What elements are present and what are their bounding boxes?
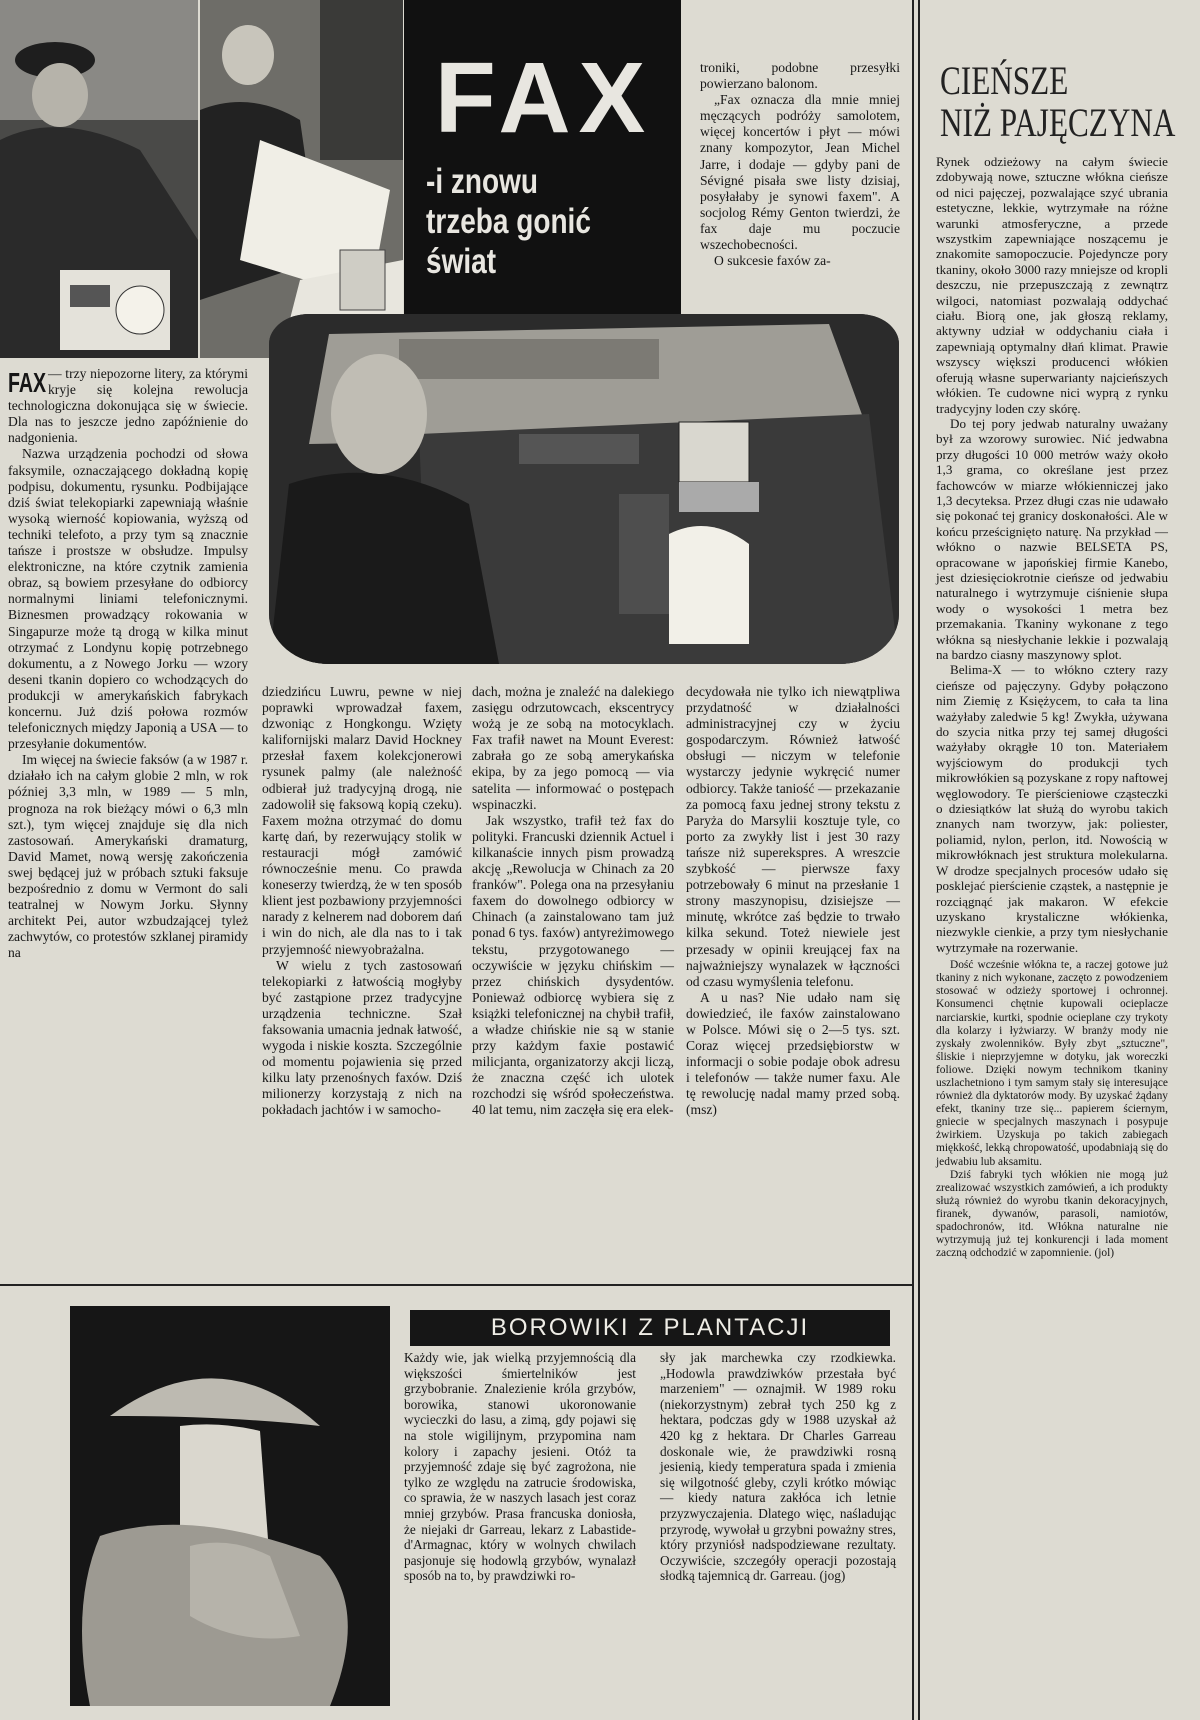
photo-man-fax — [0, 0, 198, 358]
fax-col1-p1: — trzy niepozorne litery, za którymi kryje się kolejna rewolucja technologiczna dokonująca się w świecie. Dla nas to jeszcze jedno zapóźnienie do nadgonienia. — [8, 366, 248, 446]
borowiki-column-2 — [660, 1350, 896, 1584]
fax-lead-word: FAX — [8, 367, 47, 398]
fax-column-4-bottom — [686, 684, 900, 1119]
fax-col3-p2: Jak wszystko, trafił też fax do polityki. Francuski dziennik Actuel i kilkanaście innych pism prowadzą akcję „Rewolucja w Chinach za 20 franków". Polega ona na przesyłaniu faxem do dowolnego odbiorcy w Chinach (a zainstalowano tam już ponad 6 tys. faxów) antyreżimowego tekstu, przygotowanego — oczywiście w języku chińskim — przez chińskich dysydentów. Ponieważ odbiorcę wybiera się z książki telefonicznej na chybił trafił, a władze chińskie nie są w stanie przy każdym faxie postawić milicjanta, organizatorzy akcji liczą, że znaczna część ich ulotek rozchodzi się wśród społeczeństwa. 40 lat temu, nim zaczęła się era elek- — [472, 812, 674, 1118]
fax-col4-p5: A u nas? Nie udało nam się dowiedzieć, ile faxów zainstalowano w Polsce. Mówi się o 2—5 tys. szt. Coraz więcej przedsiębiorstw w informacji o sobie podaje obok adresu i telefonów — także numer faxu. Ale tę rewolucję nadal mamy przed sobą. (msz) — [686, 989, 900, 1118]
fax-column-1 — [8, 366, 248, 961]
cienkie-headline-line2: NIŻ PAJĘCZYNA — [940, 100, 1176, 145]
fax-column-4-top — [700, 60, 900, 269]
cienkie-p3: Belima-X — to włókno cztery razy cieńsze od pajęczyny. Gdyby połączono nim Ziemię z Księżycem, to cała ta lina ważyłaby zaledwie 5 kg! Zwykła, używana do szycia nitka przy tej samej długości ważyłaby okrągłe 10 ton. Materiałem wyjściowym do produkcji tych mikrowłókien są pozyskane z ropy naftowej węglowodory. Te pierścieniowe cząsteczki o dziesiątków lat służą do wyrobu takich znanych nam tworzyw, jak: poliester, poliamid, nylon, perlon, itd. Nowością w mikrowłóknach jest struktura molekularna. W drodze specjalnych procesów udało się posklejać pierścienie cząstek, a następnie je rozciągnąć jak makaron. W efekcie uzyskano krystaliczne włókienka, niezwykle cienkie, a przy tym niesłychanie wytrzymałe na rozerwanie. — [936, 662, 1168, 955]
fax-headline-box — [404, 0, 681, 320]
section-divider — [0, 1284, 912, 1286]
cienkie-p2: Do tej pory jedwab naturalny uważany był za wzorowy surowiec. Nić jedwabna przy długości 10 000 metrów waży około 1,3 grama, co określane jest przez fachowców w miarze włókienniczej jako 1,3 decyteksa. Przez długi czas nie udawało się pokonać tej granicy doskonałości. Ale w końcu prześcignięto naturę. Na przykład — włókno o nazwie BELSETA PS, opracowane w japońskiej firmie Kanebo, jest dziesięciokrotnie cieńsze od jedwabiu naturalnego i wytrzymuje ciśnienie słupa wody o wysokości 1 metra bez przemakania. Tkaniny wykonane z tego włókna są niesłychanie lekkie i pozwalają na bardzo ciasny maszynowy splot. — [936, 415, 1168, 662]
photo-man-car-fax — [269, 314, 899, 664]
borowiki-p2: sły jak marchewka czy rzodkiewka. „Hodowla prawdziwków przestała być marzeniem" — oznajmił. W 1989 roku (niekorzystnym) zebrał tych 250 kg z hektara, podczas gdy w 1988 uzyskał aż 420 kg z hektara. Dr Charles Garreau doskonale wie, że prawdziwki rosną jesienią, kiedy temperatura spada i zmienia się wilgotność gleby, czyli krótko mówiąc — kiedy natura zakłóca ich letnie przyzwyczajenia. Dlatego więc, naśladując przyrodę, wywołał u grzybni poważny stres, który przyniósł nadspodziewane rezultaty. Oczywiście, szczegóły operacji pozostają słodką tajemnicą dr. Garreau. (jog) — [660, 1350, 896, 1584]
cienkie-column — [936, 154, 1168, 1260]
fax-col3-p1: dach, można je znaleźć na dalekiego zasięgu odrzutowcach, ekscentrycy wożą je ze sobą na motocyklach. Fax trafił nawet na Mount Everest: zabrała go ze sobą amerykańska ekipa, by za jego pomocą — via satelita — informować o postępach wspinaczki. — [472, 684, 674, 812]
borowiki-p1: Każdy wie, jak wielką przyjemnością dla większości śmiertelników jest grzybobranie. Znalezienie króla grzybów, borowika, stanowi ukoronowanie wycieczki do lasu, a zimą, gdy pojawi się na stole wigilijnym, przypomina nam kolory i zapachy jesieni. Otóż ta przyjemność zdaje się być zagrożona, nie tylko ze względu na zatrucie środowiska, co sprawia, że w naszych lasach jest coraz mniej grzybów. Prasa francuska doniosła, że niejaki dr Garreau, lekarz z Labastide-d'Armagnac, który w wolnych chwilach pasjonuje się hodowlą grzybów, wynalazł sposób na to, by prawdziwki ro- — [404, 1350, 636, 1584]
fax-col2-p1: dziedzińcu Luwru, pewne w niej poprawki wprowadzał faxem, dzwoniąc z Hongkongu. Wzięty kalifornijski malarz David Hockney przesłał faxem kolekcjonerowi rysunek palmy (ale należność odbierał już tradycyjną drogą, nie zadowolił się faksową kopią czeku). Faxem można otrzymać do domu kartę dań, by rezerwujący stolik w restauracji mógł zamówić równocześnie menu. Co prawda koneserzy twierdzą, że w ten sposób klient jest pozbawiony przyjemności narady z kelnerem nad doborem dań i win do nich, ale dla nas to i tak przyjemność niewyobrażalna. — [262, 684, 462, 957]
fax-col4-p3: O sukcesie faxów za- — [714, 253, 831, 269]
fax-headline: FAX — [434, 42, 654, 154]
cienkie-headline — [940, 58, 1176, 145]
fax-col4-p1: troniki, podobne przesyłki powierzano balonom. — [700, 60, 900, 92]
cienkie-p1: Rynek odzieżowy na całym świecie zdobywają nowe, sztuczne włókna cieńsze od nici pajęczej, pozwalające szyć ubrania estetyczne, lekkie, wytrzymałe na różne warunki atmosferyczne, a przede wszystkim zapewniające noszącemu je znakomite samopoczucie. Pojedyncze pory tkaniny, około 3000 razy mniejsze od kropli deszczu, nie przepuszczają z zewnątrz wilgoci, natomiast pozwalają oddychać ciału. Biorą one, jak głoszą reklamy, aktywny udział w oddychaniu ciała i zapewniają optymalny dłań klimat. Prawie wszyscy większi producenci włókien oferują własne superwarianty najcieńszych włókien. Te cudowne nici wyprą z rynku tradycyjny loden czy skórę. — [936, 154, 1168, 416]
fax-col2-p2: W wielu z tych zastosowań telekopiarki z łatwością mogłyby być zastąpione przez tradycyjne urządzenia techniczne. Szał faksowania umacnia jednak łatwość, wygoda i niskie koszta. Szczególnie od momentu pojawienia się przed kilku laty przenośnych faxów. Dziś milionerzy korzystają z nich na pokładach jachtów i w samocho- — [262, 957, 462, 1118]
fax-column-3 — [472, 684, 674, 1119]
fax-col1-p3: Im więcej na świecie faksów (a w 1987 r. działało ich na całym globie 2 mln, w rok później 3,3 mln, w 1989 — 5 mln, prognoza na rok bieżący mówi o 6,3 mln szt.), tym więcej znajduje się dla nich zastosowań. Amerykański dramaturg, David Mamet, nową wersję zakończenia swej będącej już w próbach sztuki faksuje bezpośrednio z domu w Vermont do sali teatralnej w Nowym Jorku. Słynny architekt Pei, autor wzbudzającej tyleż zachwytów, co protestów szklanej piramidy na — [8, 752, 248, 961]
fax-col1-p2: Nazwa urządzenia pochodzi od słowa faksymile, oznaczającego dokładną kopię podpisu, dokumentu, rysunku. Podbijające dziś świat telekopiarki zapewniają właśnie wysoką wierność kopiowania, wyższą od techniki telefoto, a przy tym są znacznie tańsze i prostsze w obsłudze. Impulsy elektroniczne, na które czytnik zamienia obraz, są bowiem przesyłane do odbiorcy normalnymi liniami telefonicznymi. Biznesmen prowadzący rokowania w Singapurze może tą drogą w kilka minut otrzymać z Londynu kopię potrzebnego dokumentu, a z Nowego Jorku — wzory deseni tkanin dopiero co wchodzących do produkcji w amerykańskich fabrykach koncernu. Już dziś połowa rozmów telefonicznych między Japonią a USA — to przesyłanie dokumentów. — [8, 446, 248, 752]
borowiki-headline: BOROWIKI Z PLANTACJI — [410, 1310, 890, 1346]
cienkie-small-p2: Dziś fabryki tych włókien nie mogą już zrealizować wszystkich zamówień, a ich produkty służą również do wyrobu tkanin dekoracyjnych, firanek, dywanów, parasoli, namiotów, spadochronów, itd. Włókna naturalne nie wytrzymują już tej konkurencji i lada moment zaczną odchodzić w zapomnienie. (jol) — [936, 1168, 1168, 1260]
fax-subheadline: -i znowu trzeba gonić świat — [426, 162, 591, 281]
fax-col4-p2: „Fax oznacza dla mnie mniej męczących podróży samolotem, więcej koncertów i płyt — mówi znany kompozytor, Jean Michel Jarre, i dodaje — gdyby pani de Sévigné pisała swe listy dzisiaj, posyłałaby je synowi faxem". A socjolog Rémy Genton twierdzi, że fax daje mu poczucie wszechobecności. — [700, 92, 900, 253]
photo-mushroom — [70, 1306, 390, 1706]
fax-col4-p4: decydowała nie tylko ich niewątpliwa przydatność w działalności administracyjnej czy w życiu gospodarczym. Również łatwość obsługi — niczym w telefonie wystarczy jedynie wykręcić numer odbiorcy. Także taniość — przekazanie za pomocą faxu jednej strony tekstu z Paryża do Marsylii kosztuje tyle, co porto za zwykły list i jest 30 razy tańsze niż superekspres. A wreszcie szybkość — pierwsze faxy potrzebowały 6 minut na przesłanie 1 strony maszynopisu, dzisiejsze — minutę, wkrótce zaś będzie to trwało kilka sekund. Toteż niewiele jest przesady w opinii kreującej fax na najważniejszy wynalazek w łączności od czasu wymyślenia telefonu. — [686, 684, 900, 989]
borowiki-column-1 — [404, 1350, 636, 1584]
column-divider — [918, 0, 920, 1720]
cienkie-headline-line1: CIEŃSZE — [940, 58, 1069, 103]
photo-woman-papers — [200, 0, 403, 358]
cienkie-small-p1: Dość wcześnie włókna te, a raczej gotowe już tkaniny z nich wykonane, zaczęto z powodzeniem stosować w odzieży sportowej i ochronnej. Konsumenci chętnie kupowali ocieplacze narciarskie, kurtki, spodnie ocieplane czy trykoty dla kolarzy i łyżwiarzy. W branży mody nie zyskały zwolenników. Były zbyt „sztuczne", śliskie i nieprzyjemne w dotyku, jak woreczki foliowe. Dzięki nowym technikom tkaniny uszlachetniono i tym samym stały się interesujące również dla dyktatorów mody. By uzyskać żądany efekt, tkaniny trze się... papierem ściernym, gniecie w specjalnych maszynach i posypuje żwirkiem. Uzyskuja po takich zabiegach miękkość, lekką chropowatość, upodabniają się do jedwabiu lub aksamitu. — [936, 959, 1168, 1168]
fax-column-2 — [262, 684, 462, 1119]
column-divider-2 — [912, 0, 914, 1720]
